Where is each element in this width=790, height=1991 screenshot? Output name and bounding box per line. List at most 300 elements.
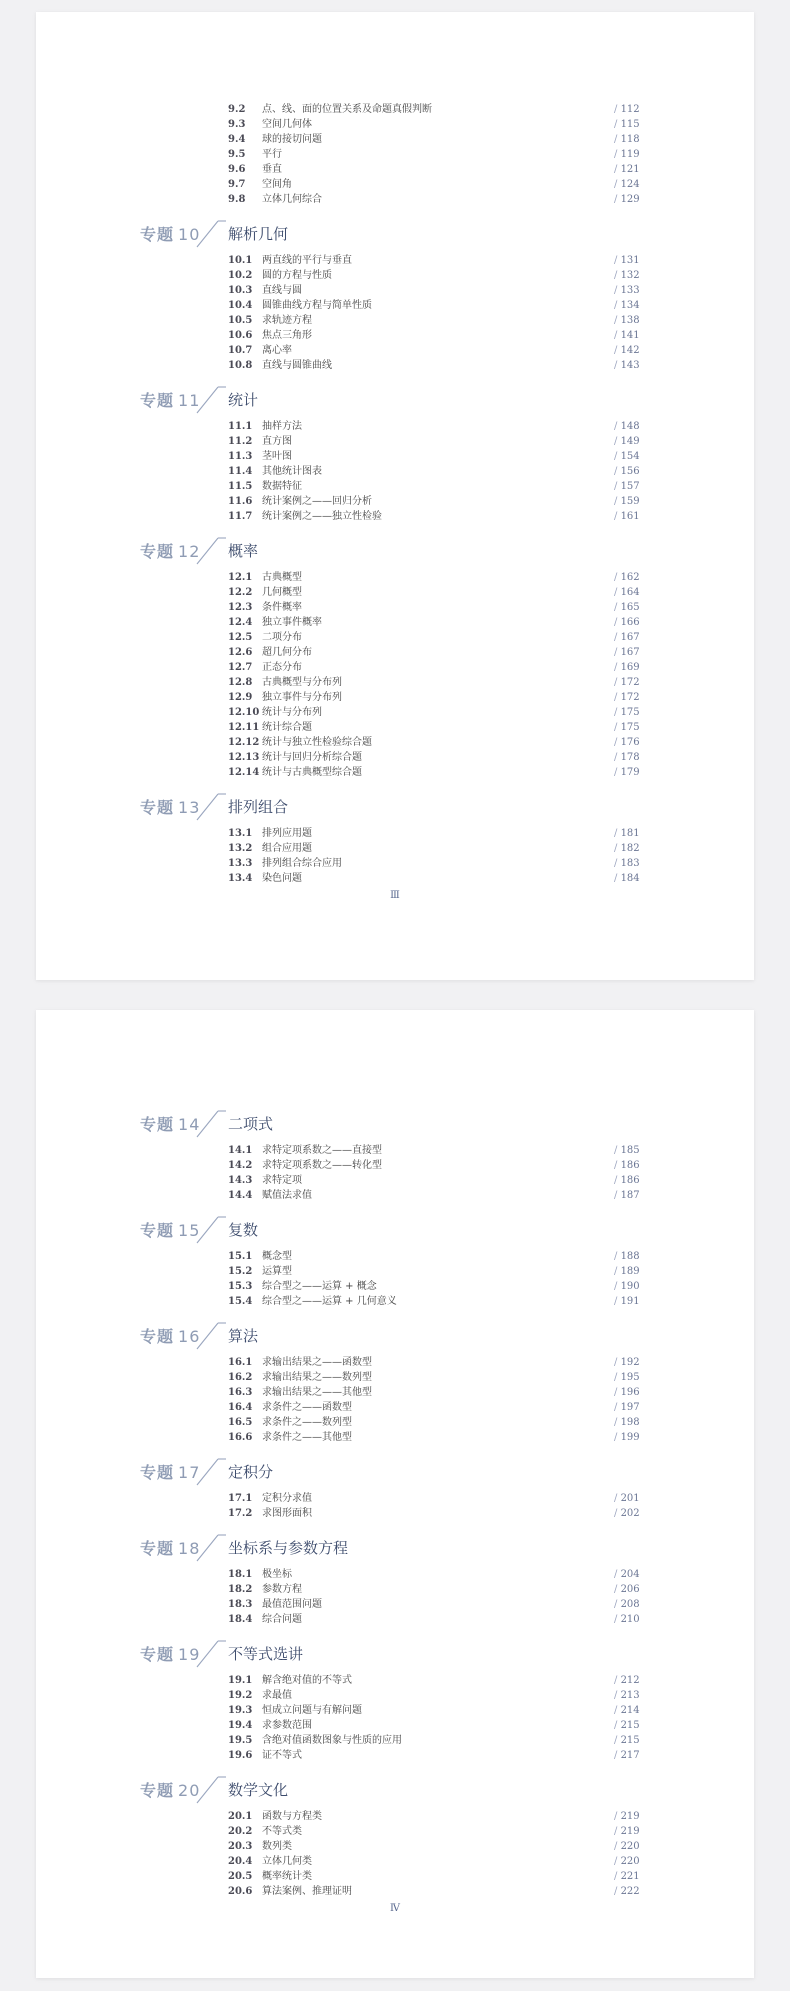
section-title: 条件概率 (262, 602, 302, 613)
page-ref-number: 220 (620, 1841, 640, 1852)
slash-mark: / (614, 164, 621, 175)
chapter-heading (36, 1323, 754, 1349)
slash-mark: / (614, 1826, 621, 1837)
toc-entry (36, 1173, 754, 1188)
toc-entry (36, 735, 754, 750)
toc-entry-list (36, 419, 754, 524)
page-ref (614, 1597, 674, 1612)
toc-entry (36, 1884, 754, 1899)
section-number: 9.8 (228, 194, 246, 205)
page-ref (614, 102, 674, 117)
page-ref-number: 182 (620, 843, 640, 854)
page-ref (614, 645, 674, 660)
slash-mark: / (614, 1735, 621, 1746)
chapter-number: 17 (178, 1463, 201, 1482)
chapter-block (36, 1111, 754, 1203)
slash-mark: / (614, 722, 621, 733)
slash-mark: / (614, 300, 621, 311)
toc-entry (36, 494, 754, 509)
toc-entry (36, 358, 754, 373)
page-ref-number: 189 (620, 1266, 640, 1277)
section-number: 14.4 (228, 1190, 253, 1201)
section-title: 独立事件概率 (262, 617, 322, 628)
page-ref-number: 157 (620, 481, 640, 492)
section-title: 立体几何类 (262, 1856, 312, 1867)
page-ref (614, 570, 674, 585)
section-number: 18.1 (228, 1569, 253, 1580)
section-title: 直线与圆 (262, 285, 302, 296)
section-title: 求特定项系数之——转化型 (262, 1160, 382, 1171)
section-number: 11.2 (228, 436, 253, 447)
section-number: 11.1 (228, 421, 253, 432)
slash-mark: / (614, 632, 621, 643)
section-number: 12.4 (228, 617, 253, 628)
slash-mark: / (614, 1569, 621, 1580)
page-ref (614, 358, 674, 373)
page-ref (614, 1279, 674, 1294)
page-ref-number: 161 (620, 511, 640, 522)
section-number: 20.1 (228, 1811, 253, 1822)
section-title: 古典概型与分布列 (262, 677, 342, 688)
slash-mark: / (614, 1584, 621, 1595)
section-number: 15.1 (228, 1251, 253, 1262)
page-ref-number: 179 (620, 767, 640, 778)
section-title: 染色问题 (262, 873, 302, 884)
page-ref (614, 253, 674, 268)
toc-entry (36, 1385, 754, 1400)
slash-mark: / (614, 1705, 621, 1716)
toc-entry (36, 615, 754, 630)
section-title: 统计与独立性检验综合题 (262, 737, 372, 748)
section-title: 含绝对值函数图象与性质的应用 (262, 1735, 402, 1746)
page-ref (614, 1430, 674, 1445)
section-title: 概念型 (262, 1251, 292, 1262)
toc-entry (36, 630, 754, 645)
toc-entry (36, 871, 754, 886)
section-title: 定积分求值 (262, 1493, 312, 1504)
section-number: 20.6 (228, 1886, 253, 1897)
section-title: 恒成立问题与有解问题 (262, 1705, 362, 1716)
page-ref-number: 154 (620, 451, 640, 462)
toc-entry (36, 856, 754, 871)
toc-entry-list (36, 1567, 754, 1627)
toc-entry (36, 1188, 754, 1203)
toc-entry-list (36, 570, 754, 780)
page-ref (614, 162, 674, 177)
chapter-heading (36, 1459, 754, 1485)
page-ref (614, 765, 674, 780)
section-number: 10.2 (228, 270, 253, 281)
page-ref-number: 208 (620, 1599, 640, 1610)
section-title: 焦点三角形 (262, 330, 312, 341)
page-ref-number: 132 (620, 270, 640, 281)
page-ref (614, 1385, 674, 1400)
page-ref (614, 177, 674, 192)
page-ref (614, 615, 674, 630)
toc-entry (36, 464, 754, 479)
page-ref (614, 147, 674, 162)
toc-page-3 (36, 12, 754, 980)
chapter-divider (192, 1107, 226, 1141)
page-ref (614, 660, 674, 675)
chapter-number: 11 (178, 391, 201, 410)
section-number: 12.6 (228, 647, 253, 658)
section-number: 19.5 (228, 1735, 253, 1746)
section-title: 极坐标 (262, 1569, 292, 1580)
toc-entry (36, 1430, 754, 1445)
chapter-title: 统计 (228, 391, 259, 409)
section-number: 13.2 (228, 843, 253, 854)
slash-mark: / (614, 1841, 621, 1852)
section-title: 最值范围问题 (262, 1599, 322, 1610)
chapter-title: 不等式选讲 (228, 1645, 304, 1663)
section-title: 证不等式 (262, 1750, 302, 1761)
page-ref (614, 1809, 674, 1824)
page-ref-number: 196 (620, 1387, 640, 1398)
slash-mark: / (614, 466, 621, 477)
page-ref (614, 1839, 674, 1854)
slash-mark: / (614, 149, 621, 160)
page-ref (614, 1824, 674, 1839)
toc-entry-list (36, 1143, 754, 1203)
section-number: 11.6 (228, 496, 253, 507)
toc-entry (36, 147, 754, 162)
page-ref-number: 215 (620, 1735, 640, 1746)
page-ref-number: 159 (620, 496, 640, 507)
section-number: 10.7 (228, 345, 253, 356)
toc-content (36, 102, 754, 886)
chapter-divider (192, 1531, 226, 1565)
page-ref-number: 167 (620, 632, 640, 643)
chapter-label-text: 专题 (140, 1463, 175, 1482)
toc-content (36, 1111, 754, 1899)
slash-mark: / (614, 1145, 621, 1156)
section-title: 正态分布 (262, 662, 302, 673)
chapter-block (36, 1777, 754, 1899)
page-ref-number: 142 (620, 345, 640, 356)
chapter-divider (192, 534, 226, 568)
section-number: 16.1 (228, 1357, 253, 1368)
page-ref-number: 175 (620, 707, 640, 718)
page-ref (614, 1612, 674, 1627)
section-number: 17.2 (228, 1508, 253, 1519)
slash-mark: / (614, 873, 621, 884)
section-number: 13.4 (228, 873, 253, 884)
toc-entry (36, 434, 754, 449)
page-ref-number: 199 (620, 1432, 640, 1443)
chapter-title: 概率 (228, 542, 259, 560)
toc-entry (36, 675, 754, 690)
section-title: 求输出结果之——函数型 (262, 1357, 372, 1368)
page-ref-number: 167 (620, 647, 640, 658)
section-number: 10.5 (228, 315, 253, 326)
section-title: 综合型之——运算 + 几何意义 (262, 1296, 397, 1307)
slash-mark: / (614, 1599, 621, 1610)
page-ref-number: 138 (620, 315, 640, 326)
slash-mark: / (614, 572, 621, 583)
toc-entry-list (36, 1249, 754, 1309)
section-title: 离心率 (262, 345, 292, 356)
section-number: 19.3 (228, 1705, 253, 1716)
slash-mark: / (614, 1417, 621, 1428)
section-number: 20.2 (228, 1826, 253, 1837)
slash-mark: / (614, 858, 621, 869)
page-ref-number: 178 (620, 752, 640, 763)
page-ref-number: 210 (620, 1614, 640, 1625)
section-number: 14.1 (228, 1145, 253, 1156)
chapter-block (36, 1535, 754, 1627)
section-title: 求最值 (262, 1690, 292, 1701)
page-ref-number: 204 (620, 1569, 640, 1580)
chapter-divider (192, 383, 226, 417)
page-ref (614, 449, 674, 464)
toc-entry (36, 1809, 754, 1824)
toc-entry (36, 1688, 754, 1703)
chapter-heading (36, 221, 754, 247)
section-title: 解含绝对值的不等式 (262, 1675, 352, 1686)
section-number: 12.10 (228, 707, 260, 718)
toc-entry (36, 1264, 754, 1279)
page-ref-number: 186 (620, 1160, 640, 1171)
slash-mark: / (614, 1281, 621, 1292)
section-title: 统计与回归分析综合题 (262, 752, 362, 763)
section-title: 运算型 (262, 1266, 292, 1277)
toc-entry (36, 1597, 754, 1612)
chapter-divider (192, 790, 226, 824)
page-ref (614, 132, 674, 147)
page-ref-number: 214 (620, 1705, 640, 1716)
slash-mark: / (614, 270, 621, 281)
page-ref-number: 195 (620, 1372, 640, 1383)
toc-entry (36, 660, 754, 675)
toc-entry-list (36, 1491, 754, 1521)
slash-mark: / (614, 104, 621, 115)
toc-entry (36, 765, 754, 780)
page-ref-number: 220 (620, 1856, 640, 1867)
slash-mark: / (614, 1720, 621, 1731)
slash-mark: / (614, 451, 621, 462)
page-ref-number: 188 (620, 1251, 640, 1262)
toc-entry (36, 570, 754, 585)
toc-entry-list (36, 826, 754, 886)
toc-entry (36, 600, 754, 615)
section-title: 函数与方程类 (262, 1811, 322, 1822)
page-ref-number: 219 (620, 1826, 640, 1837)
section-title: 其他统计图表 (262, 466, 322, 477)
slash-mark: / (614, 1811, 621, 1822)
page-ref (614, 1415, 674, 1430)
chapter-block (36, 1323, 754, 1445)
page-ref-number: 190 (620, 1281, 640, 1292)
page-ref-number: 148 (620, 421, 640, 432)
page-ref-number: 176 (620, 737, 640, 748)
section-number: 12.3 (228, 602, 253, 613)
slash-mark: / (614, 1190, 621, 1201)
section-number: 11.4 (228, 466, 253, 477)
page-ref (614, 1854, 674, 1869)
section-number: 12.1 (228, 572, 253, 583)
page-ref (614, 1733, 674, 1748)
chapter-heading (36, 1777, 754, 1803)
section-number: 18.2 (228, 1584, 253, 1595)
page-ref-number: 112 (620, 104, 640, 115)
toc-entry (36, 1294, 754, 1309)
toc-entry (36, 1143, 754, 1158)
chapter-label-text: 专题 (140, 1221, 175, 1240)
page-ref-number: 198 (620, 1417, 640, 1428)
page-ref-number: 206 (620, 1584, 640, 1595)
page-ref (614, 328, 674, 343)
page-ref (614, 705, 674, 720)
section-number: 9.4 (228, 134, 246, 145)
section-title: 立体几何综合 (262, 194, 322, 205)
chapter-heading (36, 1217, 754, 1243)
chapter-block (36, 1459, 754, 1521)
page-ref (614, 841, 674, 856)
toc-entry (36, 585, 754, 600)
slash-mark: / (614, 511, 621, 522)
slash-mark: / (614, 360, 621, 371)
page-ref (614, 600, 674, 615)
chapter-label-text: 专题 (140, 1327, 175, 1346)
toc-entry-list (36, 253, 754, 373)
section-title: 茎叶图 (262, 451, 292, 462)
page-ref-number: 181 (620, 828, 640, 839)
toc-entry (36, 690, 754, 705)
page-ref-number: 129 (620, 194, 640, 205)
section-title: 求图形面积 (262, 1508, 312, 1519)
section-title: 组合应用题 (262, 843, 312, 854)
section-title: 统计案例之——独立性检验 (262, 511, 382, 522)
section-number: 13.1 (228, 828, 253, 839)
page-ref (614, 1188, 674, 1203)
toc-entry (36, 750, 754, 765)
section-number: 20.5 (228, 1871, 253, 1882)
page-ref (614, 1748, 674, 1763)
section-number: 10.3 (228, 285, 253, 296)
page-ref (614, 464, 674, 479)
slash-mark: / (614, 194, 621, 205)
page-ref-number: 121 (620, 164, 640, 175)
section-title: 概率统计类 (262, 1871, 312, 1882)
slash-mark: / (614, 843, 621, 854)
slash-mark: / (614, 1508, 621, 1519)
page-ref (614, 856, 674, 871)
toc-entry (36, 283, 754, 298)
page-ref-number: 165 (620, 602, 640, 613)
page-ref (614, 1506, 674, 1521)
chapter-divider (192, 1773, 226, 1807)
section-title: 圆的方程与性质 (262, 270, 332, 281)
slash-mark: / (614, 587, 621, 598)
toc-entry (36, 479, 754, 494)
section-title: 求轨迹方程 (262, 315, 312, 326)
section-number: 14.2 (228, 1160, 253, 1171)
toc-entry (36, 1158, 754, 1173)
section-number: 12.14 (228, 767, 260, 778)
chapter-label-text: 专题 (140, 1645, 175, 1664)
toc-entry (36, 449, 754, 464)
section-title: 两直线的平行与垂直 (262, 255, 352, 266)
chapter-heading (36, 1535, 754, 1561)
page-ref-number: 217 (620, 1750, 640, 1761)
page-ref (614, 1567, 674, 1582)
slash-mark: / (614, 1614, 621, 1625)
section-number: 16.3 (228, 1387, 253, 1398)
toc-entry (36, 1279, 754, 1294)
page-ref-number: 172 (620, 677, 640, 688)
page-ref-number: 222 (620, 1886, 640, 1897)
page-ref (614, 479, 674, 494)
slash-mark: / (614, 436, 621, 447)
section-number: 14.3 (228, 1175, 253, 1186)
slash-mark: / (614, 1387, 621, 1398)
chapter-block (36, 538, 754, 780)
section-title: 排列应用题 (262, 828, 312, 839)
section-number: 15.4 (228, 1296, 253, 1307)
chapter-divider (192, 1637, 226, 1671)
section-number: 16.2 (228, 1372, 253, 1383)
chapter-number: 15 (178, 1221, 201, 1240)
page-number: Ⅲ (390, 890, 400, 901)
toc-entry (36, 343, 754, 358)
page-ref (614, 1703, 674, 1718)
chapter-block (36, 1641, 754, 1763)
section-title: 参数方程 (262, 1584, 302, 1595)
toc-entry (36, 162, 754, 177)
page-ref-number: 124 (620, 179, 640, 190)
page-ref-number: 164 (620, 587, 640, 598)
slash-mark: / (614, 481, 621, 492)
chapter-label-text: 专题 (140, 798, 175, 817)
section-number: 20.4 (228, 1856, 253, 1867)
slash-mark: / (614, 134, 621, 145)
slash-mark: / (614, 1871, 621, 1882)
toc-entry (36, 1355, 754, 1370)
page-ref-number: 183 (620, 858, 640, 869)
toc-entry (36, 132, 754, 147)
page-ref (614, 1158, 674, 1173)
slash-mark: / (614, 1493, 621, 1504)
chapter-number: 19 (178, 1645, 201, 1664)
page-ref (614, 434, 674, 449)
page-ref-number: 143 (620, 360, 640, 371)
chapter-number: 12 (178, 542, 201, 561)
section-number: 10.8 (228, 360, 253, 371)
page-ref (614, 585, 674, 600)
slash-mark: / (614, 1675, 621, 1686)
section-title: 超几何分布 (262, 647, 312, 658)
slash-mark: / (614, 496, 621, 507)
slash-mark: / (614, 315, 621, 326)
page-ref-number: 166 (620, 617, 640, 628)
section-number: 17.1 (228, 1493, 253, 1504)
chapter-title: 算法 (228, 1327, 259, 1345)
section-number: 9.2 (228, 104, 246, 115)
page-ref (614, 192, 674, 207)
toc-entry (36, 1506, 754, 1521)
section-title: 二项分布 (262, 632, 302, 643)
toc-entry (36, 328, 754, 343)
slash-mark: / (614, 1357, 621, 1368)
chapter-divider (192, 1213, 226, 1247)
chapter-heading (36, 1641, 754, 1667)
slash-mark: / (614, 1266, 621, 1277)
page-ref (614, 494, 674, 509)
section-number: 12.11 (228, 722, 260, 733)
page-ref-number: 197 (620, 1402, 640, 1413)
page-ref (614, 1673, 674, 1688)
